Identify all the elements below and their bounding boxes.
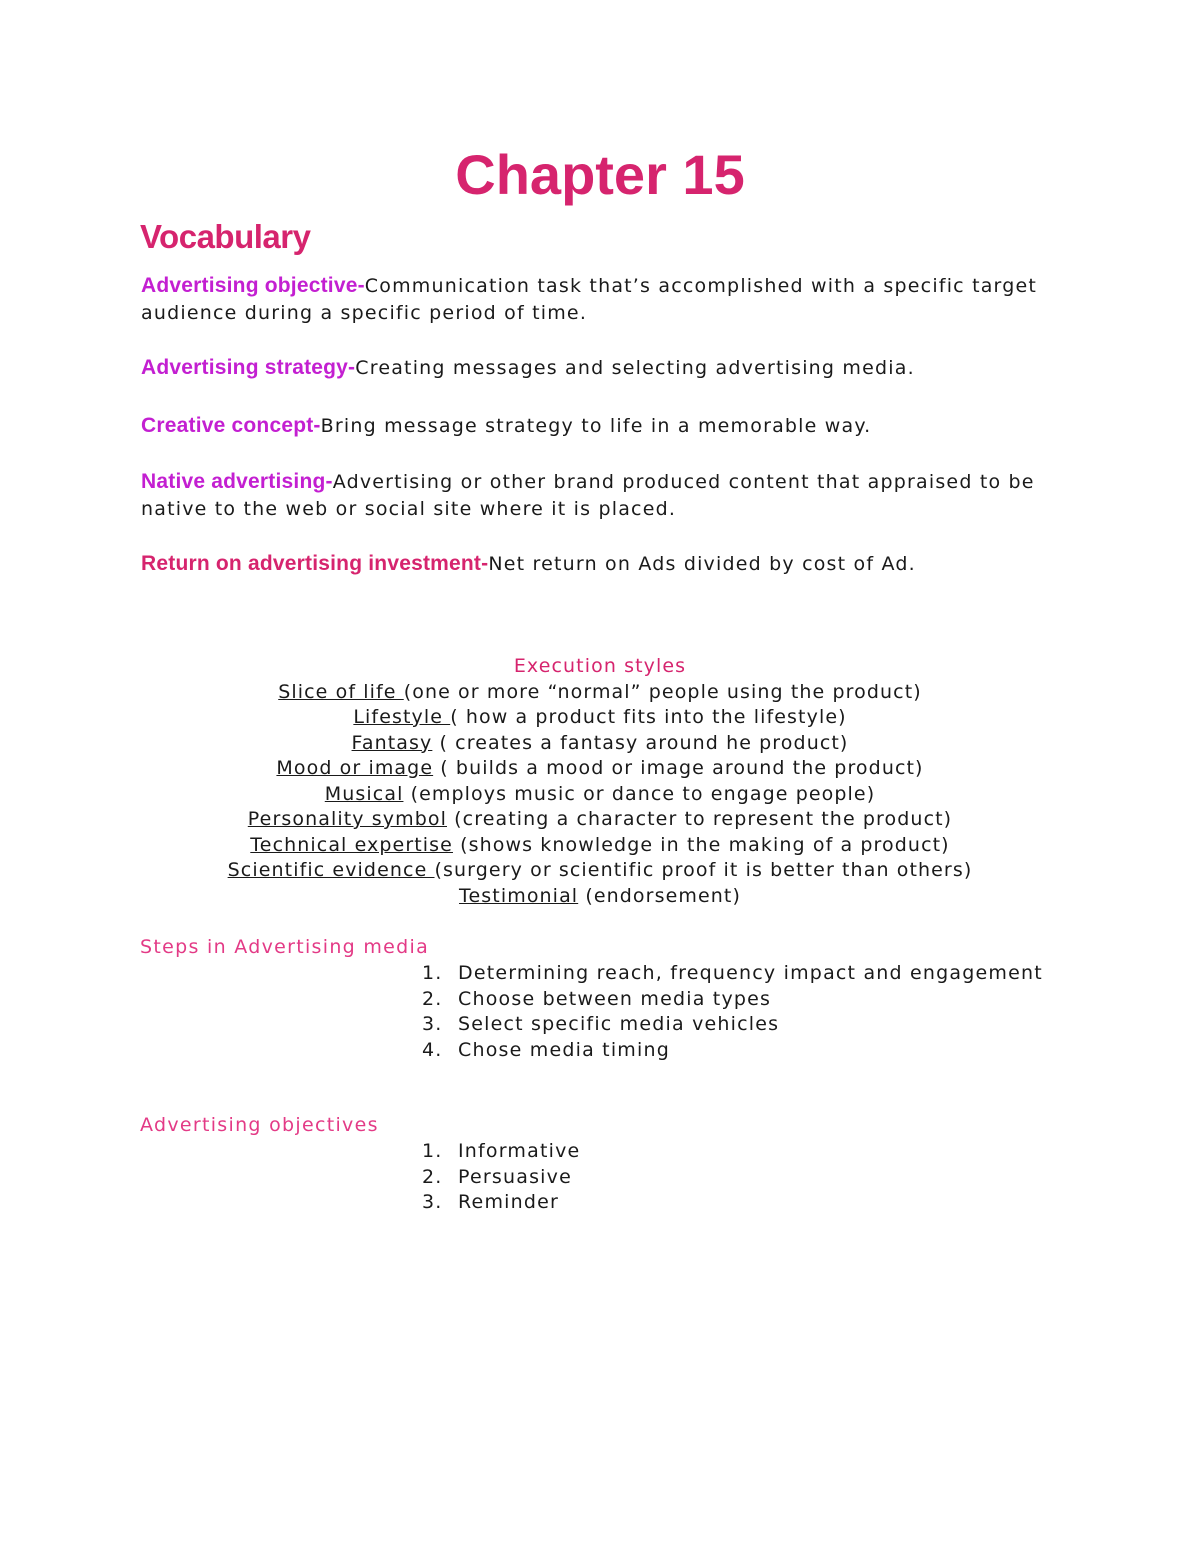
execution-style-name: Scientific evidence (227, 859, 435, 881)
list-item (422, 987, 1043, 1013)
vocab-definition: Net return on Ads divided by cost of Ad. (488, 553, 916, 575)
list-number: 1. (422, 1140, 443, 1162)
vocab-entry-return-on-advertising-investment (141, 550, 1051, 578)
vocab-term: Native advertising- (141, 470, 333, 493)
list-number: 2. (422, 987, 443, 1010)
execution-style-name: Lifestyle (353, 706, 451, 728)
list-number: 2. (422, 1165, 443, 1188)
execution-style-desc: ( builds a mood or image around the product) (433, 757, 924, 779)
list-item (422, 1165, 580, 1191)
execution-style-desc: ( creates a fantasy around he product) (432, 731, 849, 754)
execution-style-desc: (surgery or scientific proof it is better than others) (434, 859, 973, 881)
vocab-definition: Communication task that’s accomplished with a specific target audience during a specific period of time. (141, 275, 1038, 324)
list-item (422, 1012, 1043, 1038)
execution-style-item (0, 731, 1200, 757)
execution-style-item (0, 705, 1200, 731)
execution-style-name: Musical (324, 782, 404, 805)
execution-styles-heading: Execution styles (513, 655, 687, 677)
vocab-definition: Creating messages and selecting advertising media. (355, 357, 915, 379)
execution-style-item (0, 782, 1200, 808)
list-item (422, 1139, 580, 1165)
execution-style-name: Testimonial (459, 884, 579, 907)
list-item (422, 1038, 1043, 1064)
execution-style-item (0, 884, 1200, 910)
list-number: 3. (422, 1013, 443, 1035)
execution-style-name: Slice of life (278, 680, 404, 703)
list-number: 1. (422, 962, 443, 984)
list-item-text: Determining reach, frequency impact and engagement (458, 962, 1043, 984)
steps-heading: Steps in Advertising media (140, 936, 430, 958)
execution-style-name: Technical expertise (250, 833, 453, 856)
vocab-entry-advertising-objective (141, 272, 1051, 327)
list-number: 4. (422, 1038, 443, 1061)
execution-style-item (0, 807, 1200, 833)
vocab-term: Creative concept- (141, 414, 321, 437)
objectives-list (422, 1139, 580, 1216)
list-item-text: Reminder (458, 1191, 560, 1213)
execution-styles-section (0, 654, 1200, 909)
vocab-term: Advertising objective- (141, 274, 365, 297)
steps-list (422, 961, 1043, 1063)
execution-style-item (0, 858, 1200, 884)
list-item (422, 1190, 580, 1216)
vocab-entry-advertising-strategy (141, 354, 1051, 382)
vocab-definition: Bring message strategy to life in a memorable way. (320, 415, 872, 437)
objectives-heading: Advertising objectives (140, 1114, 379, 1136)
execution-style-desc: (endorsement) (578, 884, 741, 907)
execution-style-desc: (creating a character to represent the product) (447, 808, 953, 830)
vocabulary-heading: Vocabulary (140, 218, 311, 255)
list-item (422, 961, 1043, 987)
vocab-definition: Advertising or other brand produced content that appraised to be native to the web or social site where it is placed. (141, 471, 1035, 520)
list-item-text: Persuasive (458, 1165, 572, 1188)
vocab-entry-creative-concept (141, 412, 1051, 440)
execution-style-desc: ( how a product fits into the lifestyle) (450, 706, 847, 728)
execution-style-desc: (shows knowledge in the making of a product) (452, 833, 950, 856)
execution-style-item (0, 833, 1200, 859)
list-item-text: Choose between media types (458, 987, 772, 1010)
execution-style-name: Mood or image (276, 757, 434, 779)
execution-style-desc: (employs music or dance to engage people) (403, 782, 876, 805)
page-title: Chapter 15 (455, 143, 745, 206)
list-item-text: Select specific media vehicles (458, 1013, 780, 1035)
vocab-term: Advertising strategy- (141, 356, 356, 379)
list-number: 3. (422, 1191, 443, 1213)
vocab-term: Return on advertising investment- (141, 552, 489, 575)
list-item-text: Chose media timing (458, 1038, 670, 1061)
vocab-entry-native-advertising (141, 468, 1051, 523)
execution-style-item (0, 756, 1200, 782)
execution-style-name: Personality symbol (247, 808, 447, 830)
execution-style-item (0, 680, 1200, 706)
list-item-text: Informative (458, 1140, 581, 1162)
execution-style-name: Fantasy (351, 731, 433, 754)
execution-style-desc: (one or more “normal” people using the product) (403, 680, 922, 703)
